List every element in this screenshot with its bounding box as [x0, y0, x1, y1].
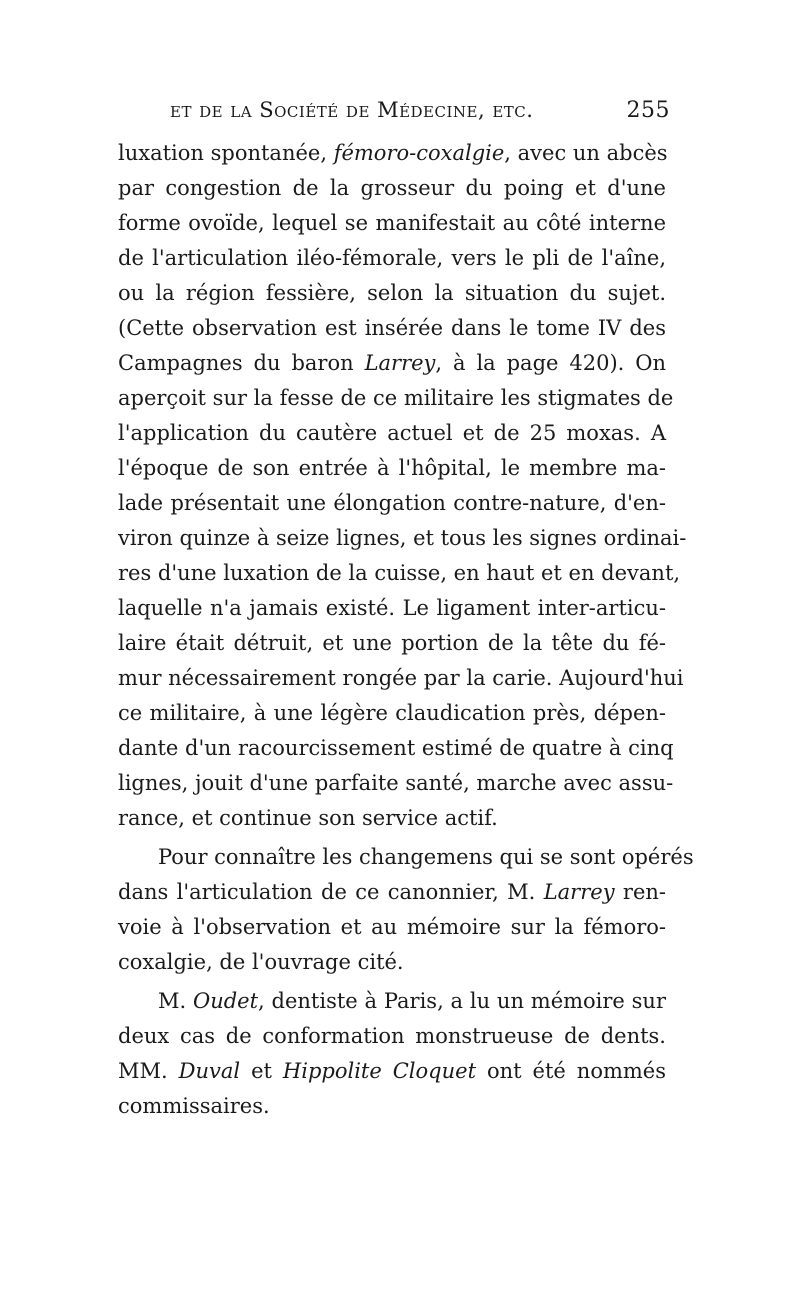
- text-line: coxalgie, de l'ouvrage cité.: [118, 950, 404, 974]
- page-header: [170, 98, 670, 123]
- page-number: 255: [626, 98, 670, 123]
- text-line: lade présentait une élongation contre-nature, d'en-: [118, 491, 666, 515]
- text-line: deux cas de conformation monstrueuse de dents.: [118, 1024, 666, 1048]
- text-line: dante d'un racourcissement estimé de quatre à cinq: [118, 736, 674, 760]
- text-line: M. Oudet, dentiste à Paris, a lu un mémoire sur: [158, 989, 666, 1013]
- text-line: aperçoit sur la fesse de ce militaire les stigmates de: [118, 386, 674, 410]
- running-title: et de la Société de Médecine, etc.: [170, 98, 534, 122]
- text-line: forme ovoïde, lequel se manifestait au côté interne: [118, 211, 666, 235]
- page-body: [118, 136, 694, 1124]
- paragraph-canonnier: [118, 840, 694, 980]
- text-line: dans l'articulation de ce canonnier, M. Larrey ren-: [118, 880, 667, 904]
- paragraph-oudet: [118, 984, 666, 1124]
- text-line: viron quinze à seize lignes, et tous les signes ordinai-: [118, 526, 687, 550]
- text-line: laquelle n'a jamais existé. Le ligament inter-articu-: [118, 596, 666, 620]
- text-line: l'époque de son entrée à l'hôpital, le membre ma-: [118, 456, 666, 480]
- text-line: res d'une luxation de la cuisse, en haut et en devant,: [118, 561, 681, 585]
- text-line: mur nécessairement rongée par la carie. Aujourd'hui: [118, 666, 684, 690]
- text-line: de l'articulation iléo-fémorale, vers le pli de l'aîne,: [118, 246, 666, 270]
- paragraph-larrey-case: [118, 136, 687, 836]
- text-line: Pour connaître les changemens qui se sont opérés: [158, 845, 694, 869]
- text-line: commissaires.: [118, 1094, 270, 1118]
- text-line: par congestion de la grosseur du poing et d'une: [118, 176, 666, 200]
- text-line: rance, et continue son service actif.: [118, 806, 498, 830]
- text-line: MM. Duval et Hippolite Cloquet ont été nommés: [118, 1059, 667, 1083]
- text-line: voie à l'observation et au mémoire sur la fémoro-: [118, 915, 666, 939]
- text-line: luxation spontanée, fémoro-coxalgie, avec un abcès: [118, 141, 668, 165]
- text-line: laire était détruit, et une portion de la tête du fé-: [118, 631, 666, 655]
- text-line: ce militaire, à une légère claudication près, dépen-: [118, 701, 666, 725]
- text-line: lignes, jouit d'une parfaite santé, marche avec assu-: [118, 771, 674, 795]
- text-line: (Cette observation est insérée dans le tome IV des: [118, 316, 666, 340]
- text-line: l'application du cautère actuel et de 25 moxas. A: [118, 421, 666, 445]
- text-line: ou la région fessière, selon la situation du sujet.: [118, 281, 666, 305]
- text-line: Campagnes du baron Larrey, à la page 420). On: [118, 351, 666, 375]
